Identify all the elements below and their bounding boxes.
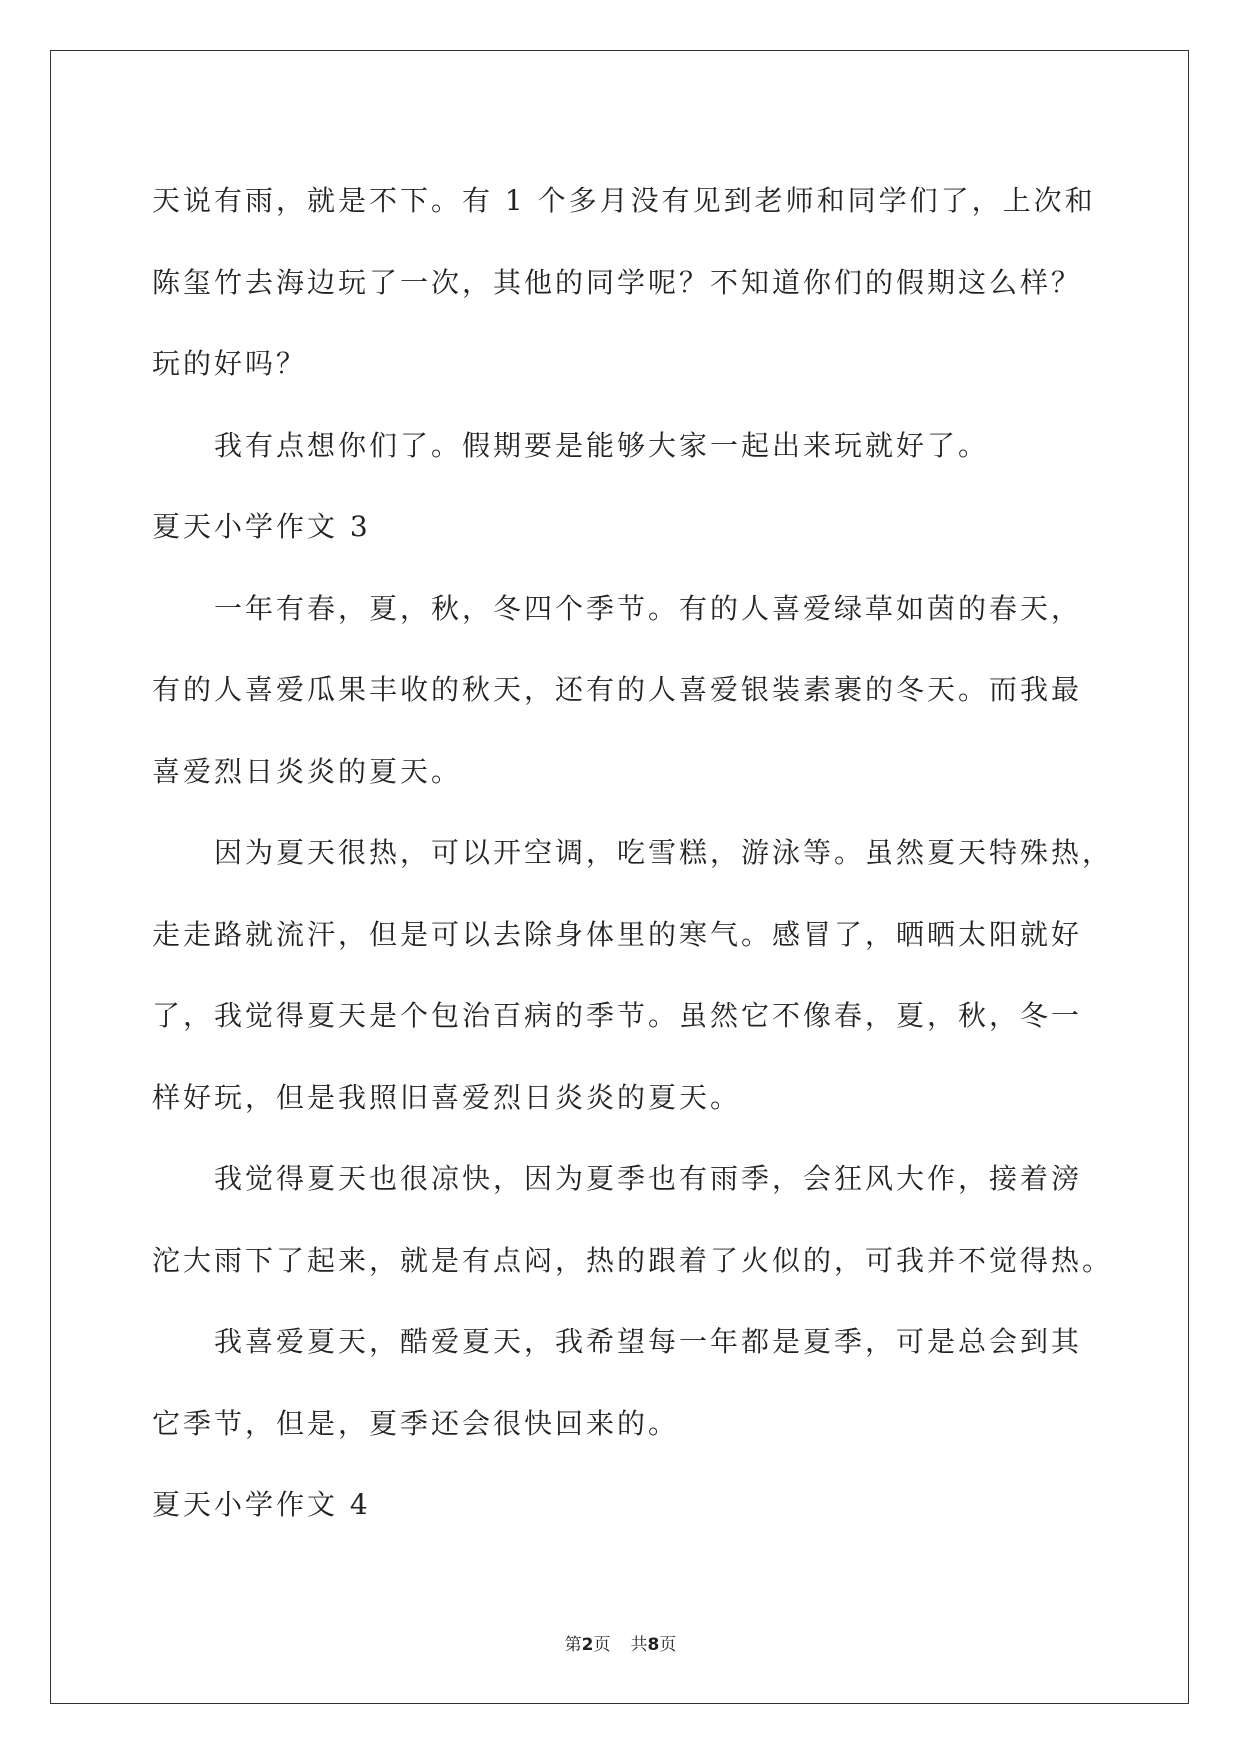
document-body: [152, 160, 1114, 1546]
page-footer: [0, 1630, 1241, 1655]
text-line: 有的人喜爱瓜果丰收的秋天，还有的人喜爱银装素裹的冬天。而我最: [152, 673, 1083, 706]
text-line: 陈玺竹去海边玩了一次，其他的同学呢？不知道你们的假期这么样？: [152, 265, 1083, 299]
paragraph-start: 我觉得夏天也很凉快，因为夏季也有雨季，会狂风大作，接着滂: [214, 1162, 1083, 1195]
page-prefix: 第: [564, 1635, 582, 1655]
total-pages: 8: [647, 1635, 660, 1655]
text-line: 走走路就流汗，但是可以去除身体里的寒气。感冒了，晒晒太阳就好: [152, 917, 1083, 951]
text-line: 喜爱烈日炎炎的夏天。: [152, 754, 463, 788]
paragraph-start: 我有点想你们了。假期要是能够大家一起出来玩就好了。: [214, 428, 990, 462]
paragraph-start: 我喜爱夏天，酷爱夏天，我希望每一年都是夏季，可是总会到其: [214, 1325, 1083, 1358]
section-heading: 夏天小学作文 4: [152, 1488, 371, 1521]
total-prefix: 共: [630, 1635, 648, 1655]
paragraph-start: 一年有春，夏，秋，冬四个季节。有的人喜爱绿草如茵的春天，: [214, 591, 1083, 625]
text-line: 了，我觉得夏天是个包治百病的季节。虽然它不像春，夏，秋，冬一: [152, 999, 1083, 1032]
text-line: 天说有雨，就是不下。有 1 个多月没有见到老师和同学们了，上次和: [152, 184, 1096, 217]
page-suffix: 页: [593, 1635, 611, 1655]
text-line: 样好玩，但是我照旧喜爱烈日炎炎的夏天。: [152, 1080, 742, 1114]
text-line: 它季节，但是，夏季还会很快回来的。: [152, 1406, 680, 1440]
total-suffix: 页: [659, 1635, 677, 1655]
page-number: 2: [581, 1635, 594, 1655]
paragraph-start: 因为夏天很热，可以开空调，吃雪糕，游泳等。虽然夏天特殊热，: [214, 836, 1114, 869]
text-line: 沱大雨下了起来，就是有点闷，热的跟着了火似的，可我并不觉得热。: [152, 1243, 1114, 1277]
text-line: 玩的好吗？: [152, 347, 308, 380]
section-heading: 夏天小学作文 3: [152, 510, 371, 543]
